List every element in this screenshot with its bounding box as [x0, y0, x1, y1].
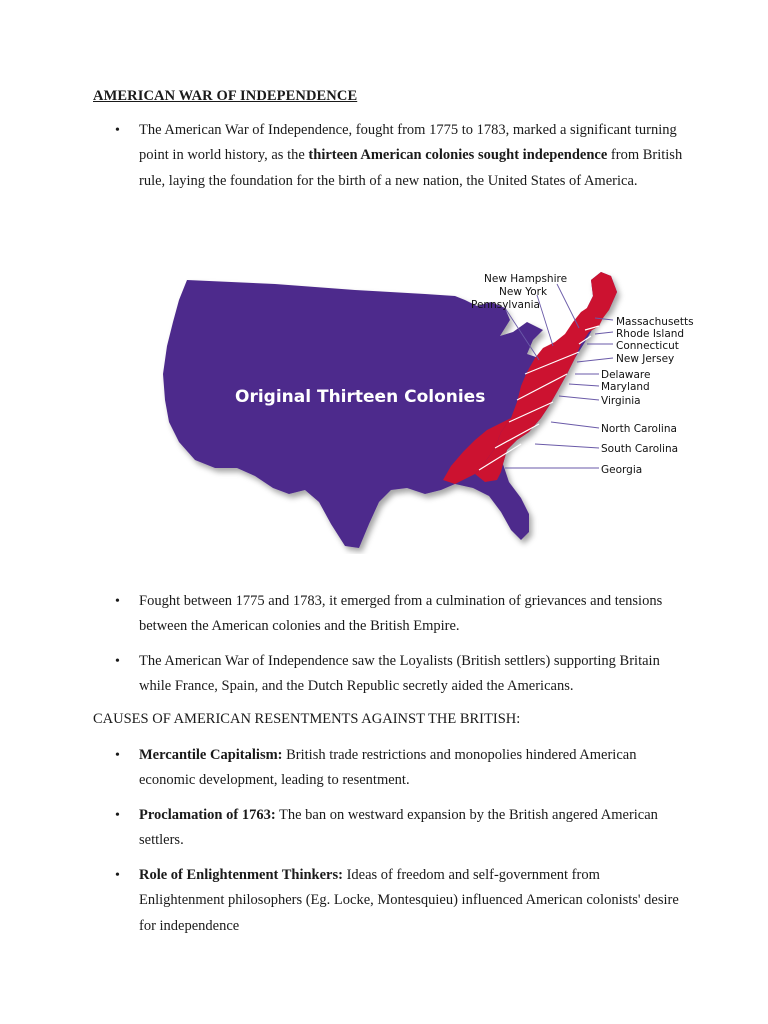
intro-text-2: from British rule, laying the foundation for the birth of a new nation, the United States of America.	[139, 147, 683, 189]
intro-text-1: The American War of Independence, fought from 1775 to 1783, marked a significant turning point in world history, as the	[139, 122, 677, 164]
label-maryland: Maryland	[601, 381, 650, 393]
label-new-hampshire: New Hampshire	[484, 273, 568, 285]
causes-list	[93, 743, 683, 949]
us-map-svg	[155, 262, 700, 554]
thirteen-colonies-map	[155, 262, 700, 554]
label-massachusetts: Massachusetts	[616, 316, 694, 328]
cause-term: Role of Enlightenment Thinkers:	[139, 867, 343, 884]
label-virginia: Virginia	[601, 395, 641, 407]
list-item	[93, 803, 683, 854]
label-north-carolina: North Carolina	[601, 423, 677, 435]
intro-bold-text: thirteen American colonies sought independence	[308, 147, 608, 164]
cause-term: Proclamation of 1763:	[139, 807, 276, 824]
label-south-carolina: South Carolina	[601, 443, 679, 455]
list-item: • Fought between 1775 and 1783, it emerged from a culmination of grievances and tensions between the American colonies and the British Empire.	[93, 589, 683, 640]
us-states-shape	[163, 272, 617, 548]
label-new-jersey: New Jersey	[616, 353, 675, 365]
label-connecticut: Connecticut	[616, 340, 679, 352]
section-heading: CAUSES OF AMERICAN RESENTMENTS AGAINST THE BRITISH:	[93, 711, 521, 727]
list-item	[93, 118, 683, 194]
cause-text: Ideas of freedom and self-government from Enlightenment philosophers (Eg. Locke, Montesquieu) influenced American colonists' desire for independence	[139, 867, 679, 934]
list-item: • The American War of Independence saw the Loyalists (British settlers) supporting Britain while France, Spain, and the Dutch Republic secretly aided the Americans.	[93, 649, 683, 700]
label-new-york: New York	[499, 286, 548, 298]
map-title: Original Thirteen Colonies	[235, 387, 486, 407]
label-pennsylvania: Pennsylvania	[471, 299, 540, 311]
context-list	[93, 589, 683, 709]
cause-term: Mercantile Capitalism:	[139, 747, 283, 763]
cause-text: British trade restrictions and monopolies hindered American economic development, leading to resentment.	[139, 747, 637, 789]
label-rhode-island: Rhode Island	[616, 328, 685, 340]
intro-list	[93, 118, 683, 194]
list-item	[93, 863, 683, 939]
label-delaware: Delaware	[601, 369, 651, 381]
list-item	[93, 743, 683, 794]
label-georgia: Georgia	[601, 464, 643, 476]
cause-text: The ban on westward expansion by the British angered American settlers.	[139, 807, 658, 849]
page-title: AMERICAN WAR OF INDEPENDENCE	[93, 88, 358, 104]
